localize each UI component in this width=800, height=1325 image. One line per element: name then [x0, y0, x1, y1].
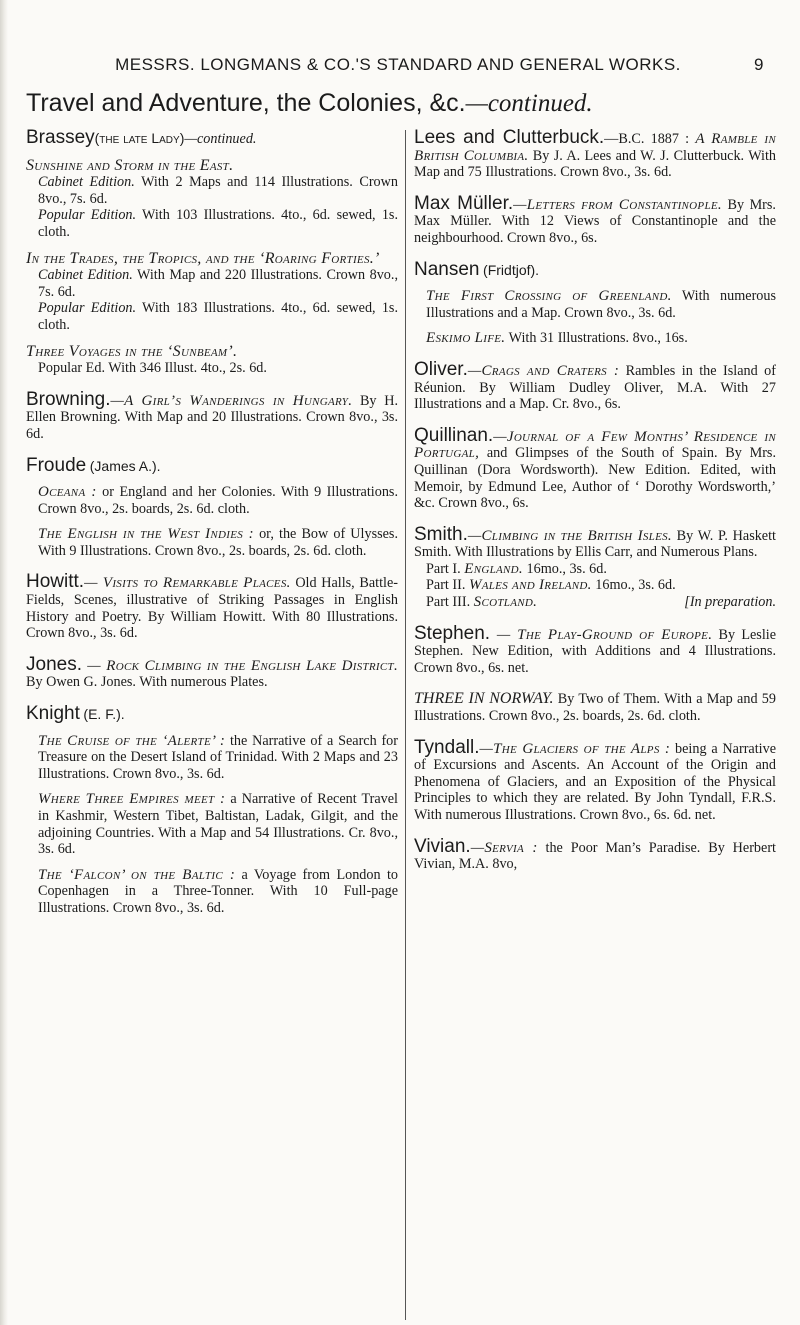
- book-title: — Rock Climbing in the English Lake District.: [81, 657, 398, 674]
- entry-description: With numerous Illustrations and a Map. Crown 8vo., 3s. 6d.: [426, 288, 776, 321]
- edition-line: Popular Ed. With 346 Illust. 4to., 2s. 6d.: [38, 360, 267, 377]
- book-title: The Cruise of the ‘Alerte’ :: [38, 732, 226, 749]
- page-number: 9: [754, 55, 764, 74]
- entry-quillinan: [414, 424, 776, 512]
- entry-description: Rambles in the Island of Réunion. By William Dudley Oliver, M.A. With 27 Illustrations and a Map. Cr. 8vo., 6s.: [414, 362, 776, 413]
- author-name: Nansen: [414, 258, 480, 280]
- entry-description: or, the Bow of Ulysses. With 9 Illustrations. Crown 8vo., 2s. boards, 2s. 6d. cloth.: [38, 526, 398, 559]
- book-title: Eskimo Life.: [426, 330, 506, 347]
- column-divider: [405, 130, 406, 1320]
- author-name: Tyndall.: [414, 736, 480, 758]
- volume-part: Part I. England. 16mo., 3s. 6d.: [426, 560, 607, 577]
- entry-jones: [26, 653, 398, 691]
- author-name: Howitt.: [26, 571, 85, 593]
- book-title: The First Crossing of Greenland.: [426, 288, 672, 305]
- book-title: A Ramble in British Columbia.: [414, 131, 776, 164]
- entry-howitt: [26, 571, 398, 642]
- book-title: —A Girl’s Wanderings in Hungary.: [110, 392, 353, 409]
- book-title: —Crags and Craters :: [467, 362, 620, 379]
- book-title: —Journal of a Few Months’ Residence in Portugal,: [414, 428, 776, 462]
- right-column: [414, 127, 776, 888]
- author-note: (James A.).: [89, 457, 161, 474]
- entry-description: By H. Ellen Browning. With Map and 20 Illustrations. Crown 8vo., 3s. 6d.: [26, 392, 398, 442]
- entry-description: By Two of Them. With a Map and 59 Illustrations. Crown 8vo., 2s. boards, 2s. 6d. cloth.: [414, 691, 776, 725]
- section-continued: —continued.: [465, 90, 593, 117]
- entry-brassey: [26, 127, 398, 377]
- edition-line: Cabinet Edition. With Map and 220 Illustrations. Crown 8vo., 7s. 6d.: [38, 267, 398, 300]
- author-note: (the late Lady): [94, 130, 185, 146]
- entry-description: and Glimpses of the South of Spain. By Mrs. Quillinan (Dora Wordsworth). New Edition. Edited, with Memoir, by Edmund Lee, Author of ‘ Dorothy Wordsworth,’ &c. Crown 8vo., 6s.: [414, 445, 776, 512]
- section-title: [26, 89, 786, 118]
- author-name: Knight: [26, 703, 80, 725]
- author-name: Lees and Clutterbuck.: [414, 127, 605, 148]
- entry-tyndall: [414, 736, 776, 824]
- book-title: Three Voyages in the ‘Sunbeam’.: [26, 342, 238, 360]
- book-title: THREE IN NORWAY.: [414, 690, 554, 708]
- entry-froude: [26, 454, 398, 560]
- in-preparation-note: [In preparation.: [684, 594, 776, 611]
- author-name: Brassey: [26, 127, 95, 148]
- continued-note: —continued.: [184, 131, 257, 147]
- author-name: Froude: [26, 454, 87, 476]
- author-name: Smith.: [414, 523, 468, 545]
- author-name: Oliver.: [414, 358, 468, 380]
- running-head-title: MESSRS. LONGMANS & CO.'S STANDARD AND GENERAL WORKS.: [115, 55, 681, 74]
- volume-part: Part III. Scotland. [In preparation.: [426, 594, 776, 611]
- entry-vivian: [414, 835, 776, 873]
- page-edge: [0, 0, 8, 1325]
- entry-muller: [414, 192, 776, 247]
- entry-description: By Owen G. Jones. With numerous Plates.: [26, 674, 268, 691]
- book-title: — The Play-Ground of Europe.: [490, 626, 713, 643]
- entry-description: or England and her Colonies. With 9 Illustrations. Crown 8vo., 2s. boards, 2s. 6d. cloth.: [38, 484, 398, 517]
- author-note: (E. F.).: [83, 706, 125, 723]
- book-title: — Visits to Remarkable Places.: [84, 575, 291, 592]
- entry-description: By J. A. Lees and W. J. Clutterbuck. With Map and 75 Illustrations. Crown 8vo., 3s. 6d.: [414, 147, 776, 181]
- entry-nansen: [414, 258, 776, 347]
- author-name: Stephen.: [414, 622, 491, 644]
- entry-three-in-norway: [414, 691, 776, 724]
- book-title: —Servia :: [470, 839, 538, 856]
- entry-description: By W. P. Haskett Smith. With Illustrations by Ellis Carr, and Numerous Plans.: [414, 527, 776, 561]
- book-title: —Climbing in the British Isles.: [467, 527, 672, 544]
- entry-browning: [26, 388, 398, 443]
- entry-oliver: [414, 358, 776, 413]
- edition-line: Cabinet Edition. With 2 Maps and 114 Illustrations. Crown 8vo., 7s. 6d.: [38, 174, 398, 207]
- entry-description: a Narrative of Recent Travel in Kashmir, Western Tibet, Baltistan, Ladak, Gilgit, and the adjoining Countries. With a Map and 54 Illustrations. Cr. 8vo., 3s. 6d.: [38, 791, 399, 858]
- entry-stephen: [414, 622, 776, 677]
- entry-lees: Lees and Clutterbuck.—B.C. 1887 : A Ramble in British Columbia. By J. A. Lees and W. J. Clutterbuck. With Map and 75 Illustrations. Crown 8vo., 3s. 6d.: [414, 127, 776, 181]
- entry-description: By Mrs. Max Müller. With 12 Views of Constantinople and the neighbourhood. Crown 8vo., 6s.: [414, 196, 776, 246]
- book-title: The ‘Falcon’ on the Baltic :: [38, 866, 236, 883]
- entry-description: By Leslie Stephen. New Edition, with Additions and 4 Illustrations. Crown 8vo., 6s. net.: [414, 626, 776, 676]
- entry-description: Old Halls, Battle-Fields, Scenes, illustrative of Striking Passages in English History and Poetry. By William Howitt. With 80 Illustrations. Crown 8vo., 3s. 6d.: [26, 575, 398, 642]
- entry-knight: [26, 703, 399, 917]
- book-title: In the Trades, the Tropics, and the ‘Roaring Forties.’: [26, 249, 380, 267]
- entry-description: being a Narrative of Excursions and Ascents. An Account of the Origin and Phenomena of Glaciers, and an Exposition of the Physical Principles to which they are related. By John Tyndall, F.R.S. With numerous Illustrations. Crown 8vo., 6s. 6d. net.: [414, 740, 776, 823]
- section-title-text: Travel and Adventure, the Colonies, &c.: [26, 89, 466, 117]
- volume-part: Part II. Wales and Ireland. 16mo., 3s. 6d.: [426, 577, 676, 594]
- book-title: Sunshine and Storm in the East.: [26, 156, 234, 174]
- book-title: Oceana :: [38, 484, 97, 501]
- author-note: (Fridtjof).: [483, 261, 540, 278]
- author-name: Browning.: [26, 388, 111, 410]
- book-title: —The Glaciers of the Alps :: [479, 740, 671, 757]
- author-name: Jones.: [26, 653, 82, 675]
- entry-description: the Poor Man’s Paradise. By Herbert Vivian, M.A. 8vo,: [414, 839, 776, 873]
- entry-description: the Narrative of a Search for Treasure on the Desert Island of Trinidad. With 2 Maps and 23 Illustrations. Crown 8vo., 3s. 6d.: [38, 732, 399, 782]
- entry-description: With 31 Illustrations. 8vo., 16s.: [505, 330, 688, 347]
- book-title: The English in the West Indies :: [38, 526, 254, 543]
- author-name: Vivian.: [414, 835, 471, 857]
- author-name: Quillinan.: [414, 424, 494, 446]
- author-name: Max Müller.: [414, 192, 514, 214]
- book-title: Where Three Empires meet :: [38, 791, 226, 808]
- entry-description: a Voyage from London to Copenhagen in a Three-Tonner. With 10 Full-page Illustrations. Crown 8vo., 3s. 6d.: [38, 866, 398, 916]
- book-title: —Letters from Constantinople.: [513, 196, 722, 213]
- edition-line: Popular Edition. With 183 Illustrations. 4to., 6d. sewed, 1s. cloth.: [38, 300, 398, 333]
- entry-smith: [414, 523, 776, 611]
- left-column: [26, 127, 399, 932]
- edition-line: Popular Edition. With 103 Illustrations. 4to., 6d. sewed, 1s. cloth.: [38, 207, 398, 240]
